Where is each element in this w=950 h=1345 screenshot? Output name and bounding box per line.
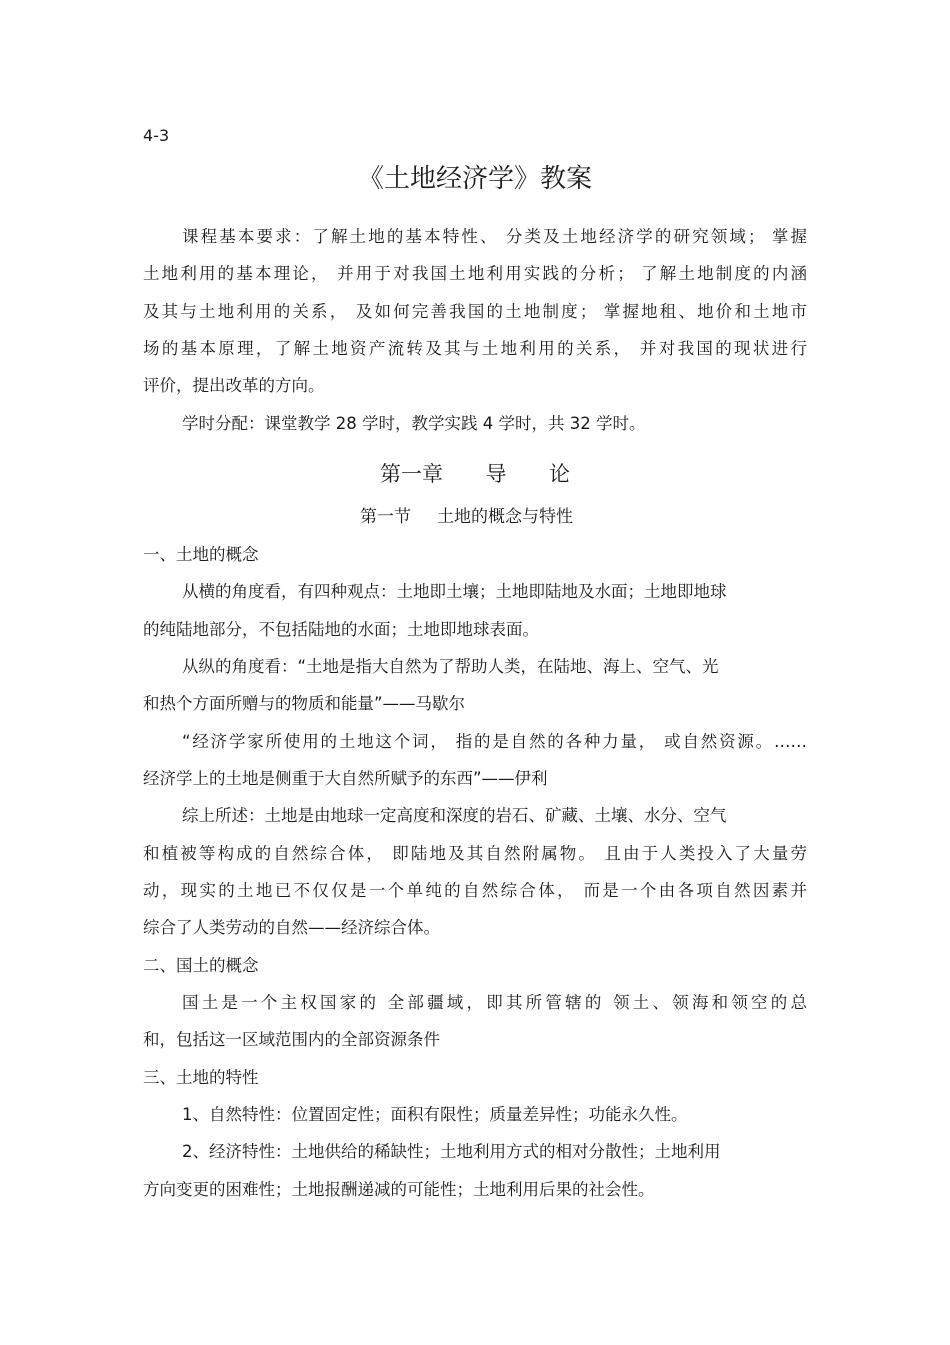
- intro-line-3: 及其与土地利用的关系， 及如何完善我国的土地制度； 掌握地租、地价和土地市: [143, 302, 807, 321]
- para-4-line-1: 综上所述：土地是由地球一定高度和深度的岩石、矿藏、土壤、水分、空气: [182, 806, 727, 825]
- hours-allocation: 学时分配：课堂教学 28 学时，教学实践 4 学时，共 32 学时。: [182, 414, 646, 433]
- para-2-line-1: 从纵的角度看：“土地是指大自然为了帮助人类，在陆地、海上、空气、光: [182, 657, 719, 676]
- chapter-title-part-1: 导: [485, 462, 507, 486]
- para-4-line-3: 动，现实的土地已不仅仅是一个单纯的自然综合体， 而是一个由各项自然因素并: [143, 881, 807, 900]
- heading-land-concept: 一、土地的概念: [143, 545, 259, 564]
- heading-land-characteristics: 三、土地的特性: [143, 1068, 259, 1087]
- para-4-line-2: 和植被等构成的自然综合体， 即陆地及其自然附属物。 且由于人类投入了大量劳: [143, 844, 807, 863]
- para-5-line-1: 国土是一个主权国家的 全部疆域，即其所管辖的 领土、领海和领空的总: [182, 993, 807, 1012]
- heading-territory-concept: 二、国土的概念: [143, 956, 259, 975]
- para-7-line-1: 2、经济特性：土地供给的稀缺性；土地利用方式的相对分散性；土地利用: [182, 1142, 721, 1161]
- section-heading: [360, 506, 573, 528]
- intro-line-2: 土地利用的基本理论， 并用于对我国土地利用实践的分析； 了解土地制度的内涵: [143, 264, 807, 283]
- page-label: 4-3: [143, 126, 170, 145]
- para-1-line-1: 从横的角度看，有四种观点：土地即土壤；土地即陆地及水面；土地即地球: [182, 582, 727, 601]
- para-1-line-2: 的纯陆地部分，不包括陆地的水面；土地即地球表面。: [143, 620, 539, 639]
- intro-line-1: 课程基本要求：了解土地的基本特性、 分类及土地经济学的研究领域； 掌握: [182, 227, 807, 246]
- para-3-line-2: 经济学上的土地是侧重于大自然所赋予的东西”——伊利: [143, 769, 548, 788]
- section-title: 土地的概念与特性: [437, 507, 573, 527]
- para-5-line-2: 和，包括这一区域范围内的全部资源条件: [143, 1030, 440, 1049]
- para-4-line-4: 综合了人类劳动的自然——经济综合体。: [143, 918, 440, 937]
- chapter-number: 第一章: [380, 462, 443, 486]
- para-6: 1、自然特性：位置固定性；面积有限性；质量差异性；功能永久性。: [182, 1105, 688, 1124]
- intro-line-4: 场的基本原理，了解土地资产流转及其与土地利用的关系， 并对我国的现状进行: [143, 339, 807, 358]
- para-3-line-1: “经济学家所使用的土地这个词， 指的是自然的各种力量， 或自然资源。……: [182, 732, 807, 751]
- chapter-heading: [380, 460, 570, 488]
- section-number: 第一节: [360, 507, 411, 527]
- chapter-title-part-2: 论: [549, 462, 570, 486]
- intro-line-5: 评价，提出改革的方向。: [143, 376, 325, 395]
- para-2-line-2: 和热个方面所赠与的物质和能量”——马歇尔: [143, 694, 466, 713]
- para-7-line-2: 方向变更的困难性；土地报酬递减的可能性；土地利用后果的社会性。: [143, 1180, 655, 1199]
- document-title: 《土地经济学》教案: [357, 164, 592, 194]
